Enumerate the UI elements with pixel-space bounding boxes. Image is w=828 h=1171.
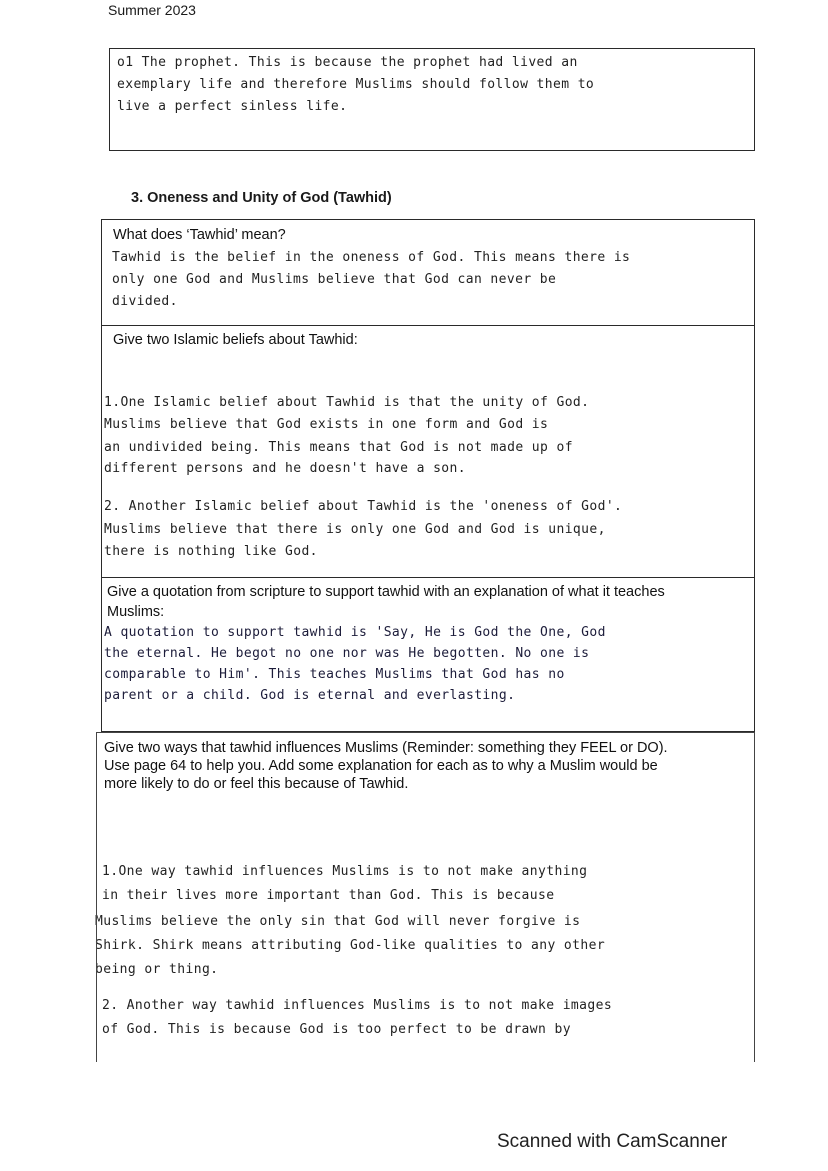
answer-line: parent or a child. God is eternal and everlasting. [104,688,516,703]
answer-line: there is nothing like God. [104,544,318,559]
answer-line: 2. Another way tawhid influences Muslims is to not make images [102,998,613,1013]
row-divider [101,577,755,578]
answer-line: 1.One way tawhid influences Muslims is to not make anything [102,864,588,879]
margin-line [96,732,97,1062]
question-influences-cont: more likely to do or feel this because of Tawhid. [104,776,409,792]
answer-line: Muslims believe that God exists in one form and God is [104,417,549,432]
answer-line: being or thing. [95,962,219,977]
question-islamic-beliefs: Give two Islamic beliefs about Tawhid: [113,332,358,348]
previous-answer-line: exemplary life and therefore Muslims should follow them to [117,77,595,92]
question-quotation: Give a quotation from scripture to support tawhid with an explanation of what it teaches [107,584,665,600]
answer-line: Tawhid is the belief in the oneness of God. This means there is [112,250,631,265]
answer-line: Muslims believe the only sin that God will never forgive is [95,914,581,929]
question-quotation-cont: Muslims: [107,604,165,620]
previous-answer-line: live a perfect sinless life. [117,99,348,114]
row-divider [101,325,755,326]
answer-line: only one God and Muslims believe that God can never be [112,272,557,287]
answer-line: an undivided being. This means that God is not made up of [104,440,573,455]
previous-answer-line: o1 The prophet. This is because the prophet had lived an [117,55,578,70]
question-influences: Give two ways that tawhid influences Muslims (Reminder: something they FEEL or DO). [104,740,668,756]
answer-line: Muslims believe that there is only one God and God is unique, [104,522,606,537]
margin-line [96,732,754,733]
page-header-term: Summer 2023 [108,2,196,18]
answer-line: A quotation to support tawhid is 'Say, He is God the One, God [104,625,606,640]
scanner-watermark: Scanned with CamScanner [497,1131,728,1152]
answer-line: in their lives more important than God. This is because [102,888,555,903]
question-influences-cont: Use page 64 to help you. Add some explanation for each as to why a Muslim would be [104,758,658,774]
answer-line: of God. This is because God is too perfect to be drawn by [102,1022,571,1037]
answer-line: divided. [112,294,178,309]
answer-line: Shirk. Shirk means attributing God-like qualities to any other [95,938,606,953]
answer-line: different persons and he doesn't have a son. [104,461,466,476]
margin-line [754,732,755,1062]
answer-line: the eternal. He begot no one nor was He begotten. No one is [104,646,590,661]
answer-line: 2. Another Islamic belief about Tawhid is the 'oneness of God'. [104,499,623,514]
answer-line: 1.One Islamic belief about Tawhid is that the unity of God. [104,395,590,410]
section-title: 3. Oneness and Unity of God (Tawhid) [131,190,392,206]
answer-line: comparable to Him'. This teaches Muslims that God has no [104,667,565,682]
question-tawhid-meaning: What does ‘Tawhid’ mean? [113,227,286,243]
